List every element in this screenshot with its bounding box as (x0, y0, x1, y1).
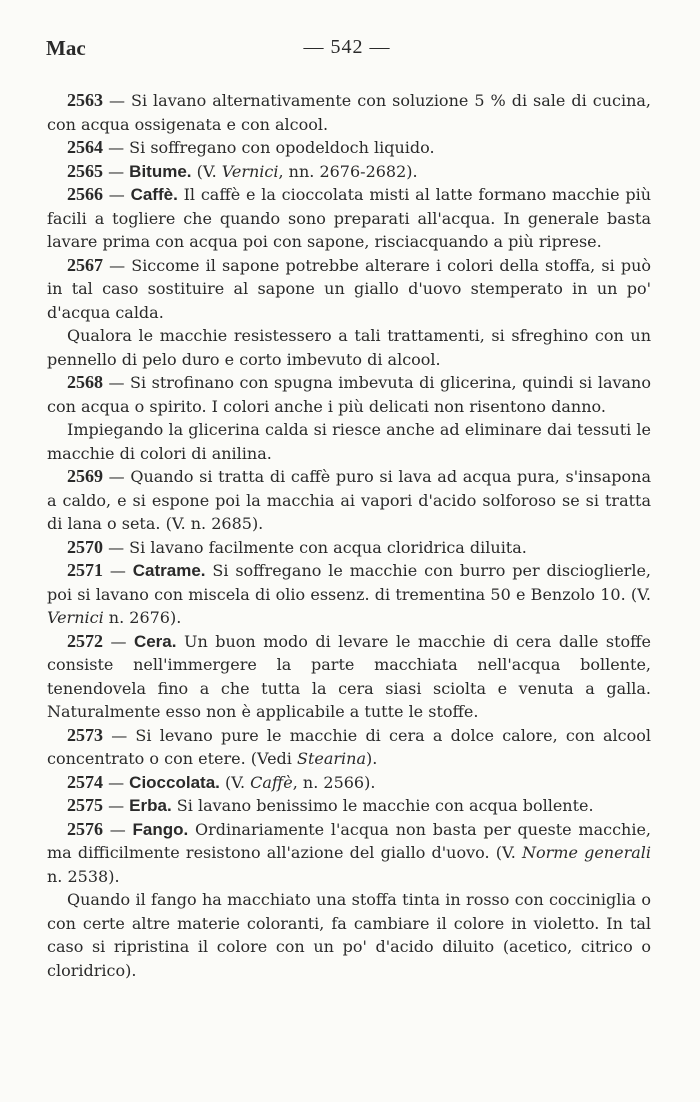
entry-text: , n. 2566). (292, 772, 376, 792)
entry-2567 (47, 254, 651, 325)
entry-text: Un buon modo di levare le macchie di cera dalle stoffe consiste nell'immergere la parte macchiata nell'acqua bollente, tenendovela fino a che tutta la cera siasi sciolta e venuta a galla. Naturalmente esso non è applicabile a tutte le stoffe. (47, 631, 651, 721)
entry-2565 (47, 160, 651, 184)
entry-text: — Si soffregano con opodeldoch liquido. (103, 138, 435, 157)
entry-keyword: Cera. (133, 631, 177, 651)
entry-number: 2563 (67, 90, 103, 110)
entry-keyword: Cioccolata. (129, 772, 220, 792)
entry-text: — Si levano pure le macchie di cera a dolce calore, con alcool concentrato o con etere. (Vedi (47, 725, 651, 768)
entry-text: n. 2538). (47, 866, 120, 886)
page-body (47, 89, 651, 982)
entry-number: 2575 (67, 795, 103, 815)
entry-separator: — (103, 796, 130, 815)
entry-text: ). (366, 749, 378, 768)
entry-text: Ordinariamente l'acqua non basta per queste macchie, ma difficilmente resistono all'azione del giallo d'uovo. (V. (47, 819, 652, 862)
entry-number: 2566 (67, 184, 103, 204)
running-title: Mac (46, 36, 86, 60)
entry-number: 2565 (67, 160, 103, 181)
entry-text: , nn. 2676-2682). (278, 161, 418, 181)
entry-number: 2574 (67, 771, 103, 792)
entry-text: — Si lavano alternativamente con soluzione 5 % di sale di cucina, con acqua ossigenata e con alcool. (47, 91, 651, 134)
entry-2576 (47, 818, 651, 889)
entry-keyword: Bitume. (129, 161, 192, 181)
page-header (46, 36, 648, 66)
entry-separator: — (103, 631, 134, 651)
entry-number: 2569 (67, 466, 103, 486)
entry-reference: Vernici (47, 608, 104, 627)
entry-separator: — (103, 819, 133, 839)
entry-2566 (47, 183, 651, 254)
entry-keyword: Caffè. (130, 185, 178, 204)
entry-number: 2571 (67, 560, 103, 580)
entry-text: (V. (219, 772, 251, 792)
entry-2573 (47, 724, 651, 771)
entry-number: 2572 (67, 630, 103, 651)
entry-keyword: Catrame. (132, 561, 206, 580)
entry-text: — Siccome il sapone potrebbe alterare i colori della stoffa, si può in tal caso sostituire al sapone un giallo d'uovo stemperato in un po' d'acqua calda. (47, 255, 651, 322)
entry-text: — Si strofinano con spugna imbevuta di glicerina, quindi si lavano con acqua o spirito. I colori anche i più delicati non risentono danno. (47, 373, 651, 416)
page-number: — 542 — (303, 36, 391, 58)
entry-keyword: Erba. (129, 796, 172, 815)
entry-text: Il caffè e la cioccolata misti al latte formano macchie più facili a togliere che quando sono preparati all'acqua. In generale basta lavare prima con acqua poi con sapone, risciacquando a più riprese. (47, 185, 651, 251)
entry-2571 (47, 559, 651, 630)
entry-number: 2570 (67, 536, 103, 557)
entry-2563 (47, 89, 651, 136)
entry-separator: — (103, 561, 133, 580)
entry-number: 2573 (67, 724, 103, 745)
entry-reference: Stearina (297, 749, 367, 768)
entry-2570 (47, 536, 651, 560)
entry-2575 (47, 794, 651, 818)
entry-text: — Quando si tratta di caffè puro si lava ad acqua pura, s'insapona a caldo, e si espone poi la macchia ai vapori d'acido solforoso se si tratta di lana o seta. (V. n. 2685). (47, 467, 651, 533)
entry-keyword: Fango. (132, 819, 189, 839)
entry-2564 (47, 136, 651, 160)
entry-2569 (47, 465, 651, 536)
paragraph: Qualora le macchie resistessero a tali trattamenti, si sfreghino con un pennello di pelo duro e corto imbevuto di alcool. (47, 326, 651, 369)
entry-2568 (47, 371, 651, 418)
entry-2572 (47, 630, 651, 724)
entry-reference: Vernici (221, 161, 279, 181)
entry-reference: Norme generali (522, 843, 651, 862)
entry-separator: — (103, 161, 130, 181)
entry-text: — Si lavano facilmente con acqua cloridrica diluita. (103, 537, 527, 557)
entry-text: n. 2676). (103, 608, 182, 627)
entry-number: 2576 (67, 818, 103, 839)
entry-text: (V. (191, 161, 222, 181)
entry-number: 2567 (67, 254, 103, 275)
paragraph: Impiegando la glicerina calda si riesce anche ad eliminare dai tessuti le macchie di colori di anilina. (47, 420, 651, 463)
entry-number: 2568 (67, 372, 103, 392)
entry-text: Si lavano benissimo le macchie con acqua bollente. (171, 796, 594, 815)
entry-text: Si soffregano le macchie con burro per discioglierle, poi si lavano con miscela di olio essenz. di trementina 50 e Benzolo 10. (V. (47, 561, 652, 604)
entry-reference: Caffè (250, 772, 293, 792)
entry-2574 (47, 771, 651, 795)
entry-separator: — (103, 185, 131, 204)
entry-separator: — (103, 772, 130, 792)
paragraph: Quando il fango ha macchiato una stoffa tinta in rosso con cocciniglia o con certe altre materie coloranti, fa cambiare il colore in violetto. In tal caso si ripristina il colore con un po' d'acido diluito (acetico, citrico o cloridrico). (47, 890, 651, 980)
entry-number: 2564 (67, 137, 103, 157)
